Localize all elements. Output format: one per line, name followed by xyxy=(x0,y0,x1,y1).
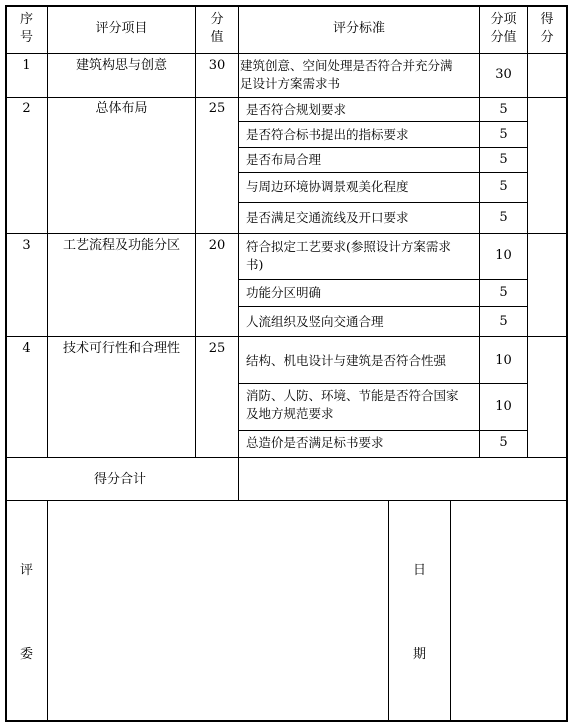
header-seq xyxy=(6,11,47,47)
table-border-right xyxy=(566,5,568,722)
table-border-top xyxy=(5,5,568,7)
standard-line: 书) xyxy=(246,257,264,272)
rule-sub xyxy=(238,202,527,203)
col-rule-footer xyxy=(450,500,451,720)
standard-line: 符合拟定工艺要求(参照设计方案需求 xyxy=(246,239,451,254)
standard-line: 建筑创意、空间处理是否符合并充分满 xyxy=(240,58,453,73)
header-subscore xyxy=(480,11,527,47)
table-border-bottom xyxy=(5,720,568,722)
rule-header xyxy=(5,53,568,54)
rule-row1 xyxy=(5,97,568,98)
total-label: 得分合计 xyxy=(93,472,146,487)
subscore-value: 10 xyxy=(495,248,512,263)
row-item: 技术可行性和合理性 xyxy=(62,341,180,356)
subscore-value: 10 xyxy=(495,353,512,368)
rule-row3 xyxy=(5,336,568,337)
row-no: 4 xyxy=(22,341,31,356)
header-item: 评分项目 xyxy=(95,21,148,36)
header-seq-line: 号 xyxy=(19,30,33,45)
row-score: 20 xyxy=(208,238,226,253)
header-standard: 评分标准 xyxy=(332,21,385,36)
col-rule-footer xyxy=(47,500,48,720)
rule-row4 xyxy=(5,457,568,458)
row-item: 建筑构思与创意 xyxy=(75,58,167,73)
standard-text: 总造价是否满足标书要求 xyxy=(246,435,384,450)
subscore-value: 30 xyxy=(495,67,512,82)
rule-sub xyxy=(238,121,527,122)
col-rule-footer xyxy=(388,500,389,720)
rule-sub xyxy=(238,279,527,280)
standard-text: 是否符合标书提出的指标要求 xyxy=(246,127,409,142)
col-rule-score xyxy=(238,5,239,500)
standard-line: 及地方规范要求 xyxy=(246,406,334,421)
standard-text xyxy=(240,57,480,93)
col-rule-subscore xyxy=(527,5,528,457)
judge-label-2: 委 xyxy=(19,647,33,662)
subscore-value: 5 xyxy=(499,210,508,225)
row-score: 25 xyxy=(208,341,226,356)
subscore-value: 5 xyxy=(499,102,508,117)
standard-text: 是否符合规划要求 xyxy=(246,102,347,117)
judge-label-1: 评 xyxy=(19,563,33,578)
header-got-line: 得 xyxy=(540,12,554,27)
subscore-value: 5 xyxy=(499,435,508,450)
header-subscore-line: 分值 xyxy=(490,30,517,45)
row-score: 30 xyxy=(208,58,226,73)
header-got xyxy=(528,11,566,47)
subscore-value: 10 xyxy=(495,399,512,414)
date-label-1: 日 xyxy=(412,563,426,578)
rule-sub xyxy=(238,383,527,384)
row-item: 工艺流程及功能分区 xyxy=(62,238,180,253)
rule-sub xyxy=(238,147,527,148)
rule-row2 xyxy=(5,233,568,234)
date-label-2: 期 xyxy=(412,647,426,662)
standard-line: 足设计方案需求书 xyxy=(240,76,341,91)
standard-text xyxy=(246,238,478,274)
standard-text: 是否布局合理 xyxy=(246,152,322,167)
standard-text: 结构、机电设计与建筑是否符合性强 xyxy=(246,353,447,368)
standard-text: 人流组织及竖向交通合理 xyxy=(246,314,384,329)
rule-sub xyxy=(238,306,527,307)
rule-sub xyxy=(238,172,527,173)
row-no: 3 xyxy=(22,238,31,253)
row-no: 2 xyxy=(22,101,31,116)
rule-sub xyxy=(238,430,527,431)
header-score xyxy=(196,11,238,47)
standard-text: 与周边环境协调景观美化程度 xyxy=(246,179,409,194)
standard-text xyxy=(246,387,478,423)
rule-total xyxy=(5,500,568,501)
header-subscore-line: 分项 xyxy=(490,12,517,27)
header-score-line: 值 xyxy=(210,30,224,45)
standard-line: 消防、人防、环境、节能是否符合国家 xyxy=(246,388,459,403)
subscore-value: 5 xyxy=(499,179,508,194)
standard-text: 是否满足交通流线及开口要求 xyxy=(246,210,409,225)
subscore-value: 5 xyxy=(499,127,508,142)
subscore-value: 5 xyxy=(499,314,508,329)
subscore-value: 5 xyxy=(499,285,508,300)
header-seq-line: 序 xyxy=(19,12,33,27)
row-item: 总体布局 xyxy=(95,101,148,116)
standard-text: 功能分区明确 xyxy=(246,285,322,300)
subscore-value: 5 xyxy=(499,152,508,167)
header-score-line: 分 xyxy=(210,12,224,27)
row-score: 25 xyxy=(208,101,226,116)
row-no: 1 xyxy=(22,58,31,73)
header-got-line: 分 xyxy=(540,30,554,45)
